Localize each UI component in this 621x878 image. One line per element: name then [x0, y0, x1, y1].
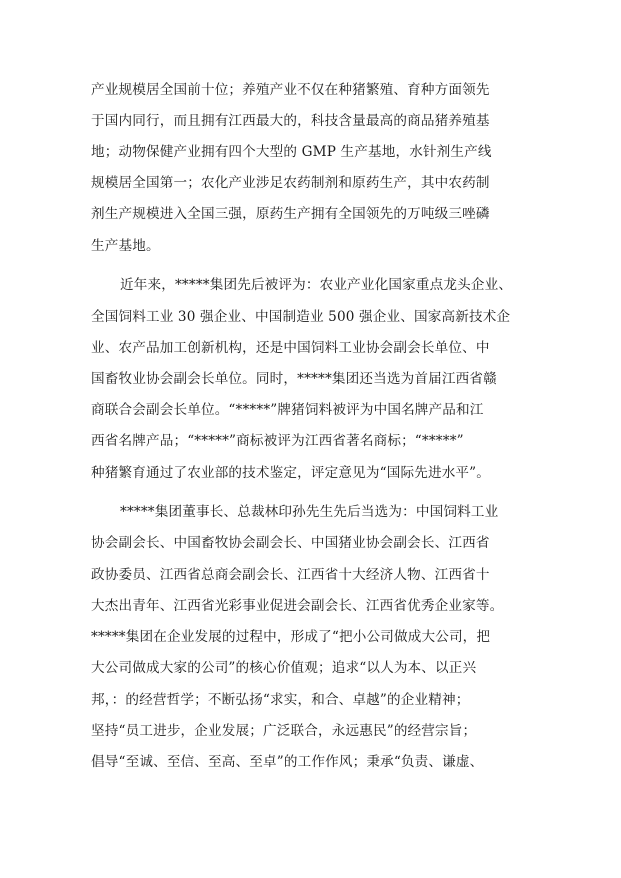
text-line: 政协委员、江西省总商会副会长、江西省十大经济人物、江西省十	[91, 567, 490, 583]
text-line: 大公司做成大家的公司”的核心价值观；追求“以人为本、以正兴	[91, 660, 477, 676]
text-line: 近年来，*****集团先后被评为：农业产业化国家重点龙头企业、	[120, 277, 513, 293]
text-line: 协会副会长、中国畜牧协会副会长、中国猪业协会副会长、江西省	[91, 535, 490, 551]
text-line: *****集团董事长、总裁林印孙先生先后当选为：中国饲料工业	[120, 504, 499, 520]
text-line: 国畜牧业协会副会长单位。同时，*****集团还当选为首届江西省赣	[91, 371, 497, 387]
text-line: 西省名牌产品；“*****”商标被评为江西省著名商标；“*****”	[91, 433, 464, 449]
text-line: 商联合会副会长单位。“*****”牌猪饲料被评为中国名牌产品和江	[91, 402, 484, 418]
text-line: 规模居全国第一；农化产业涉足农药制剂和原药生产，其中农药制	[91, 175, 490, 191]
text-line: 于国内同行，而且拥有江西最大的，科技含量最高的商品猪养殖基	[91, 113, 490, 129]
text-line: 业、农产品加工创新机构，还是中国饲料工业协会副会长单位、中	[91, 340, 490, 356]
text-line: 坚持“员工进步，企业发展；广泛联合，永远惠民”的经营宗旨；	[91, 723, 477, 739]
text-line: 地；动物保健产业拥有四个大型的 GMP 生产基地，水针剂生产线	[91, 144, 492, 160]
text-line: 种猪繁育通过了农业部的技术鉴定，评定意见为“国际先进水平”。	[91, 465, 491, 481]
text-line: *****集团在企业发展的过程中，形成了“把小公司做成大公司，把	[91, 629, 491, 645]
text-line: 剂生产规模进入全国三强，原药生产拥有全国领先的万吨级三唑磷	[91, 206, 490, 222]
text-line: 倡导“至诚、至信、至高、至卓”的工作作风；秉承“负责、谦虚、	[91, 754, 484, 770]
text-line: 产业规模居全国前十位；养殖产业不仅在种猪繁殖、育种方面领先	[91, 82, 490, 98]
text-line: 邦，：的经营哲学；不断弘扬“求实，和合、卓越”的企业精神；	[91, 692, 470, 708]
text-line: 大杰出青年、江西省光彩事业促进会副会长、江西省优秀企业家等。	[91, 598, 504, 614]
text-line: 生产基地。	[91, 238, 160, 254]
text-line: 全国饲料工业 30 强企业、中国制造业 500 强企业、国家高新技术企	[91, 309, 511, 325]
